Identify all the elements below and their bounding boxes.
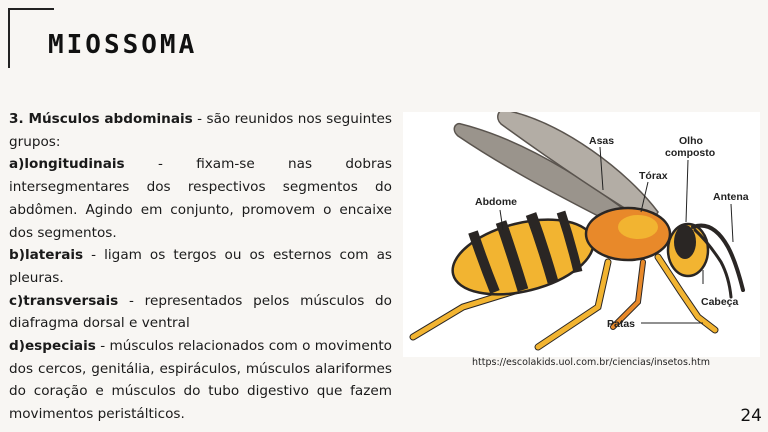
page-number: 24 — [740, 406, 762, 426]
label-torax: Tórax — [639, 170, 668, 182]
item-term: d)especiais — [9, 338, 96, 355]
corner-vertical-line — [8, 8, 10, 68]
label-cabeca: Cabeça — [701, 296, 739, 308]
item-term: a)longitudinais — [9, 156, 125, 173]
heading-rest: - são reunidos nos seguintes grupos: — [9, 111, 392, 150]
item-term: c)transversais — [9, 292, 119, 309]
list-item — [9, 244, 392, 289]
label-olho: Olho — [679, 135, 703, 147]
list-item — [9, 153, 392, 244]
wasp-illustration — [403, 112, 760, 357]
image-source-credit: https://escolakids.uol.com.br/ciencias/insetos.htm — [472, 357, 710, 368]
label-composto: composto — [665, 147, 716, 159]
slide-title: MIOSSOMA — [48, 30, 198, 60]
label-asas: Asas — [589, 135, 615, 147]
wasp-figure — [403, 112, 760, 357]
heading-bold: 3. Músculos abdominais — [9, 111, 193, 127]
label-patas: Patas — [607, 318, 636, 330]
label-abdome: Abdome — [475, 196, 517, 208]
thorax-highlight — [618, 215, 658, 239]
abdomen — [445, 207, 601, 308]
corner-horizontal-line — [8, 8, 54, 10]
item-desc: - ligam os tergos ou os esternos com as pleuras. — [9, 247, 392, 286]
item-desc: - músculos relacionados com o movimento dos cercos, genitália, espiráculos, músculos alariformes do coração e músculos do tubo digestivo que fazem movimentos peristálticos. — [9, 338, 392, 423]
content-text — [9, 108, 392, 426]
item-desc: - fixam-se nas dobras intersegmentares dos respectivos segmentos do abdômen. Agindo em conjunto, promovem o encaixe dos segmentos. — [9, 156, 392, 241]
leader-antena — [731, 204, 733, 242]
list-item — [9, 335, 392, 426]
item-desc: - representados pelos músculos do diafragma dorsal e ventral — [9, 292, 392, 332]
label-antena: Antena — [713, 191, 749, 203]
list-item — [9, 290, 392, 335]
leader-olho — [686, 160, 688, 222]
compound-eye — [674, 225, 696, 259]
item-term: b)laterais — [9, 247, 84, 264]
section-heading — [9, 108, 392, 153]
